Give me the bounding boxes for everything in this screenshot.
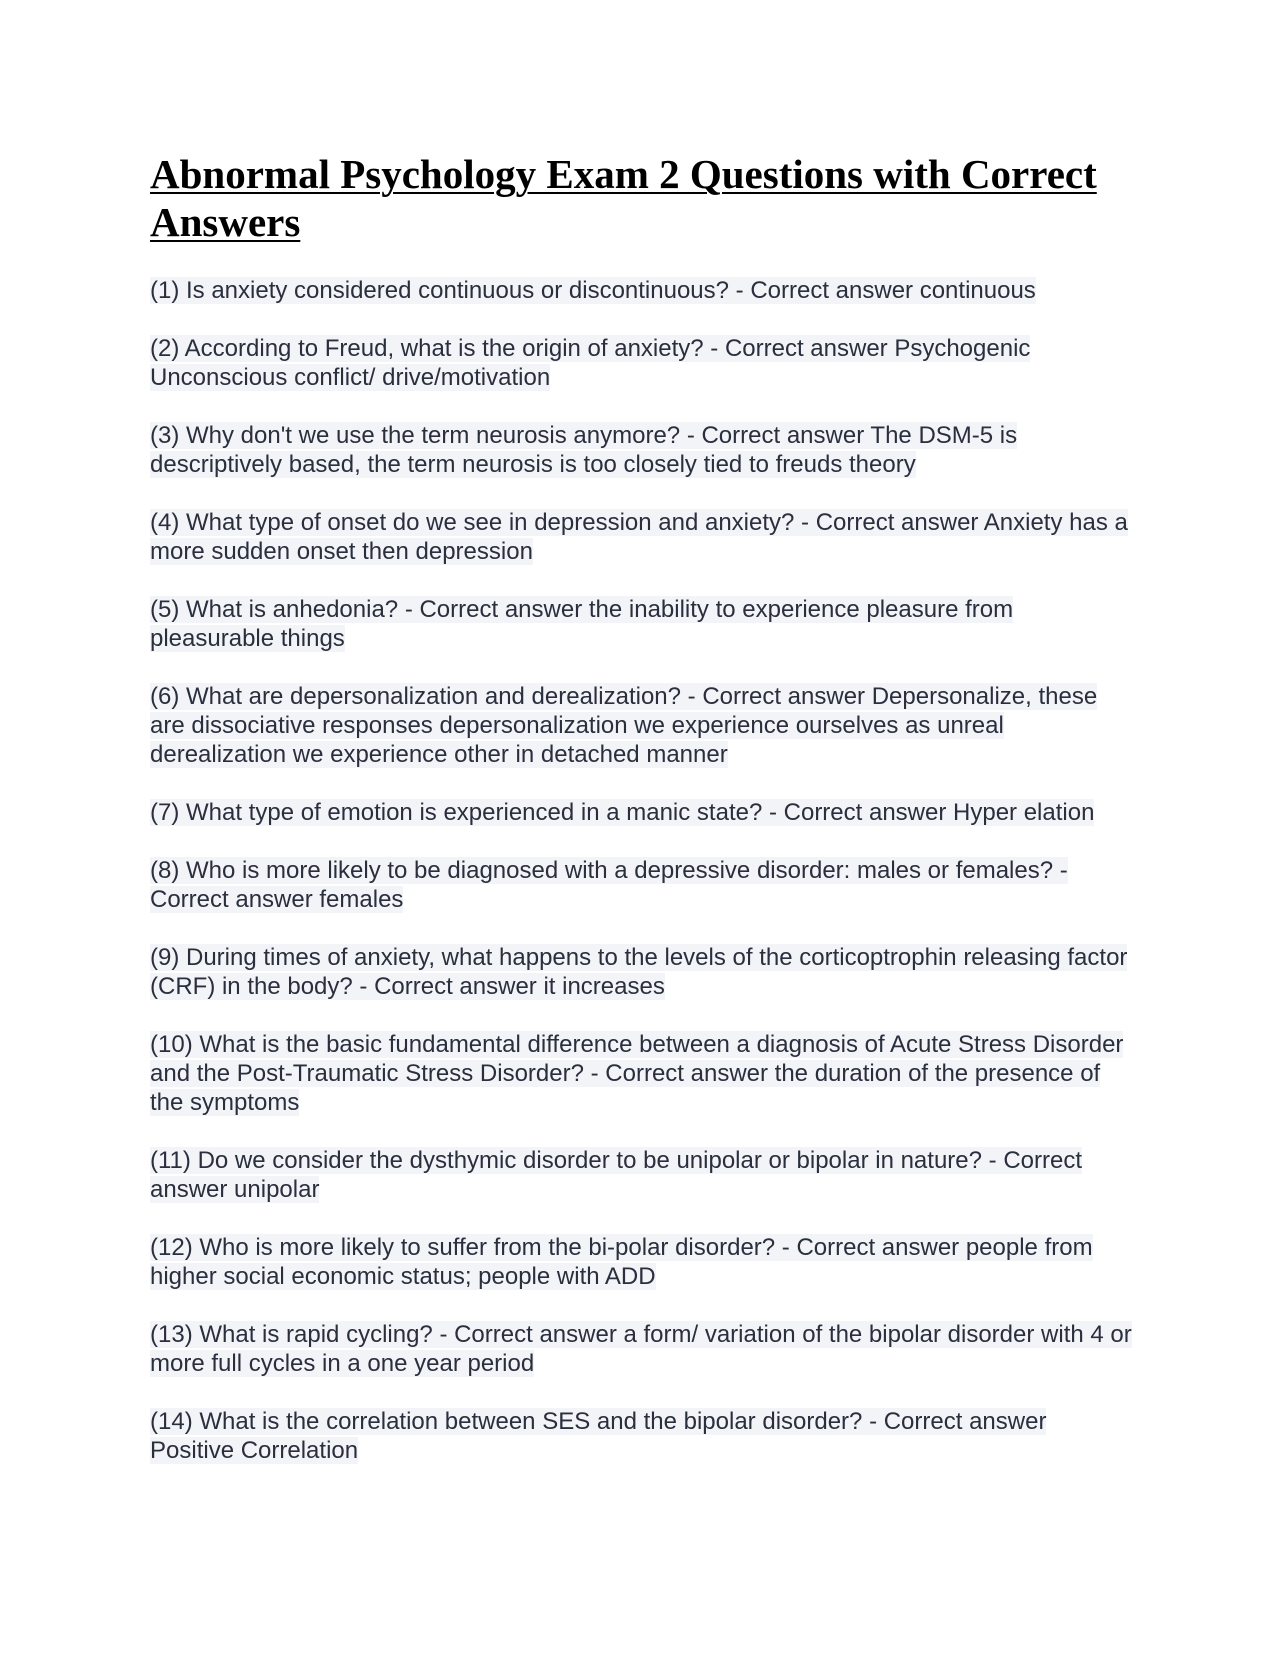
question-item	[150, 334, 1135, 392]
question-item	[150, 682, 1135, 769]
question-item	[150, 508, 1135, 566]
question-item	[150, 856, 1135, 914]
question-text: (11) Do we consider the dysthymic disorder to be unipolar or bipolar in nature? - Correct answer unipolar	[150, 1147, 1082, 1203]
question-text: (7) What type of emotion is experienced in a manic state? - Correct answer Hyper elation	[150, 799, 1095, 826]
question-text: (3) Why don't we use the term neurosis anymore? - Correct answer The DSM-5 is descriptively based, the term neurosis is too closely tied to freuds theory	[150, 422, 1018, 478]
question-item	[150, 1407, 1135, 1465]
question-text: (10) What is the basic fundamental difference between a diagnosis of Acute Stress Disorder and the Post-Traumatic Stress Disorder? - Correct answer the duration of the presence of the symptoms	[150, 1031, 1124, 1116]
question-item	[150, 1146, 1135, 1204]
question-item	[150, 798, 1135, 827]
question-text: (2) According to Freud, what is the origin of anxiety? - Correct answer Psychogenic Unconscious conflict/ drive/motivation	[150, 335, 1031, 391]
document-title: Abnormal Psychology Exam 2 Questions with Correct Answers	[150, 151, 1097, 245]
question-text: (6) What are depersonalization and derealization? - Correct answer Depersonalize, these are dissociative responses depersonalization we experience ourselves as unreal derealization we experience other in detached manner	[150, 683, 1098, 768]
question-text: (8) Who is more likely to be diagnosed with a depressive disorder: males or females? - Correct answer females	[150, 857, 1068, 913]
document-body	[150, 150, 1135, 1494]
question-text: (5) What is anhedonia? - Correct answer the inability to experience pleasure from pleasurable things	[150, 596, 1014, 652]
question-item	[150, 943, 1135, 1001]
question-text: (12) Who is more likely to suffer from the bi-polar disorder? - Correct answer people from higher social economic status; people with ADD	[150, 1234, 1093, 1290]
question-list	[150, 276, 1135, 1465]
question-item	[150, 276, 1135, 305]
question-text: (14) What is the correlation between SES and the bipolar disorder? - Correct answer Positive Correlation	[150, 1408, 1047, 1464]
question-text: (13) What is rapid cycling? - Correct answer a form/ variation of the bipolar disorder with 4 or more full cycles in a one year period	[150, 1321, 1132, 1377]
question-item	[150, 1320, 1135, 1378]
question-text: (1) Is anxiety considered continuous or discontinuous? - Correct answer continuous	[150, 277, 1036, 304]
question-item	[150, 595, 1135, 653]
question-item	[150, 1030, 1135, 1117]
question-item	[150, 1233, 1135, 1291]
question-text: (9) During times of anxiety, what happens to the levels of the corticoptrophin releasing factor (CRF) in the body? - Correct answer it increases	[150, 944, 1128, 1000]
question-item	[150, 421, 1135, 479]
question-text: (4) What type of onset do we see in depression and anxiety? - Correct answer Anxiety has a more sudden onset then depression	[150, 509, 1128, 565]
